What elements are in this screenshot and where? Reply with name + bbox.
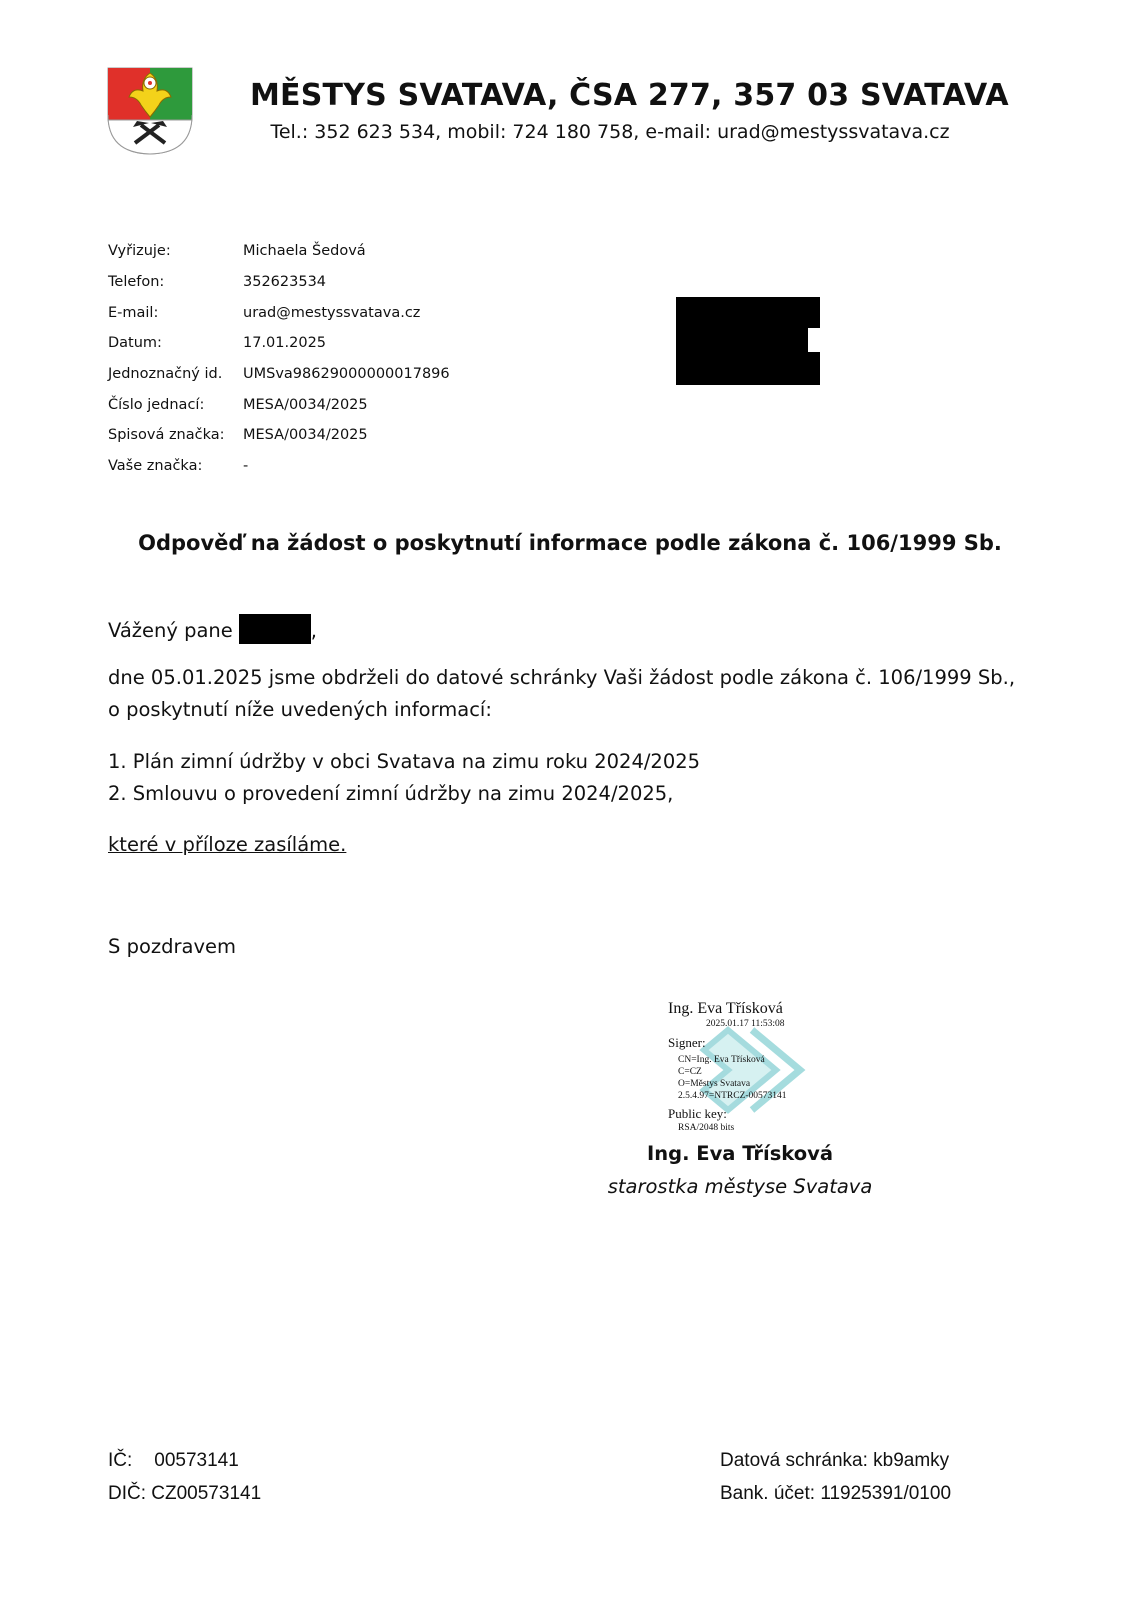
meta-row (108, 359, 450, 390)
meta-label: Datum: (108, 335, 162, 352)
meta-value: urad@mestyssvatava.cz (243, 304, 421, 321)
stamp-signer-label: Signer: (668, 1035, 706, 1050)
footer-ic-value: 00573141 (154, 1450, 239, 1471)
redaction-notch (808, 328, 820, 352)
stamp-country: C=CZ (678, 1067, 702, 1077)
footer-data-box: Datová schránka: kb9amky (720, 1450, 950, 1471)
meta-value: MESA/0034/2025 (243, 396, 368, 413)
meta-row (108, 297, 450, 328)
letterhead-contact: Tel.: 352 623 534, mobil: 724 180 758, e-mail: urad@mestyssvatava.cz (270, 121, 950, 143)
footer-dic: DIČ: CZ00573141 (108, 1483, 262, 1504)
signatory-name: Ing. Eva Třísková (646, 1142, 834, 1165)
request-item-2: 2. Smlouvu o provedení zimní údržby na zimu 2024/2025, (108, 782, 674, 805)
stamp-oid: 2.5.4.97=NTRCZ-00573141 (678, 1091, 787, 1101)
signatory-role: starostka městyse Svatava (607, 1175, 873, 1198)
meta-label: Jednoznačný id. (108, 366, 223, 383)
meta-value: 17.01.2025 (243, 335, 327, 352)
stamp-organization: O=Městys Svatava (678, 1079, 751, 1089)
stamp-date: 2025.01.17 11:53:08 (706, 1019, 785, 1029)
meta-row (108, 389, 450, 420)
meta-value: MESA/0034/2025 (243, 427, 368, 444)
letterhead-title: MĚSTYS SVATAVA, ČSA 277, 357 03 SVATAVA (250, 78, 1009, 113)
meta-label: Vaše značka: (108, 458, 203, 475)
meta-row (108, 328, 450, 359)
meta-label: Vyřizuje: (108, 243, 171, 260)
stamp-signer-name: Ing. Eva Třísková (668, 1000, 783, 1017)
meta-row (108, 267, 450, 298)
meta-label: Spisová značka: (108, 427, 225, 444)
meta-value: UMSva98629000000017896 (243, 366, 450, 383)
footer-bank-account: Bank. účet: 11925391/0100 (720, 1483, 952, 1504)
intro-line-1: dne 05.01.2025 jsme obdrželi do datové schránky Vaši žádost podle zákona č. 106/1999 Sb., (108, 666, 1016, 689)
meta-row (108, 451, 450, 482)
greeting-comma: , (310, 619, 317, 642)
attachment-note: které v příloze zasíláme. (108, 833, 347, 856)
footer-ic-label: IČ: (108, 1450, 133, 1471)
stamp-public-key: RSA/2048 bits (678, 1123, 735, 1133)
meta-label: Číslo jednací: (108, 396, 205, 413)
meta-value: Michaela Šedová (243, 243, 366, 260)
request-item-1: 1. Plán zimní údržby v obci Svatava na zimu roku 2024/2025 (108, 750, 701, 773)
meta-row (108, 420, 450, 451)
stamp-cn: CN=Ing. Eva Třísková (678, 1055, 765, 1065)
coat-of-arms-icon (107, 67, 193, 155)
meta-label: E-mail: (108, 304, 159, 321)
stamp-public-key-label: Public key: (668, 1106, 727, 1121)
redacted-name (239, 614, 311, 644)
footer-ic (108, 1450, 239, 1472)
meta-value: - (243, 458, 249, 475)
reference-block (108, 236, 450, 482)
greeting (108, 614, 317, 644)
meta-label: Telefon: (108, 274, 165, 291)
meta-row (108, 236, 450, 267)
meta-value: 352623534 (243, 274, 327, 291)
greeting-text: Vážený pane (108, 619, 233, 642)
redacted-address (676, 297, 820, 385)
letter-subject: Odpověď na žádost o poskytnutí informace podle zákona č. 106/1999 Sb. (138, 531, 1002, 555)
intro-line-2: o poskytnutí níže uvedených informací: (108, 698, 492, 721)
digital-signature-stamp (668, 1000, 828, 1135)
closing: S pozdravem (108, 935, 236, 958)
